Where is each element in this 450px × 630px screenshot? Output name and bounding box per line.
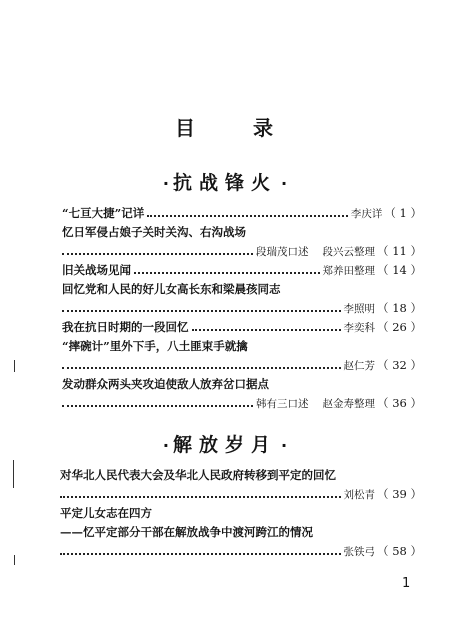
bullet-dot-icon: · — [162, 436, 169, 455]
dot-leader — [147, 214, 348, 217]
entry-page: （ 39 ） — [377, 487, 422, 501]
entry-author: 郑养田整理 — [322, 265, 376, 277]
entry-title: 平定儿女志在四方 — [60, 506, 152, 520]
dot-leader — [62, 252, 253, 255]
entry-page: （ 18 ） — [377, 301, 422, 315]
toc-entry-subtitle[interactable] — [60, 523, 422, 540]
entry-page: （ 32 ） — [377, 358, 422, 372]
toc-entry[interactable] — [60, 466, 422, 483]
toc-entry-continuation[interactable] — [62, 242, 422, 259]
page-title-char-2: 录 — [253, 116, 275, 140]
toc-entry[interactable] — [60, 504, 422, 521]
toc-entry-continuation[interactable] — [62, 299, 422, 316]
scan-mark — [14, 555, 15, 565]
entry-title: 旧关战场见闻 — [62, 263, 131, 277]
entry-author: 李照明 — [343, 303, 376, 315]
entry-author: 刘松青 — [343, 489, 376, 501]
entry-title: “七亘大捷”记详 — [62, 206, 145, 220]
bullet-dot-icon: · — [281, 174, 288, 193]
page-title — [0, 112, 450, 141]
section-label: 解放岁月 — [172, 434, 277, 456]
toc-entry[interactable] — [62, 318, 422, 335]
dot-leader — [60, 495, 341, 498]
toc-entry[interactable] — [62, 337, 422, 354]
bullet-dot-icon: · — [162, 174, 169, 193]
entry-title: 对华北人民代表大会及华北人民政府转移到平定的回忆 — [60, 468, 336, 482]
dot-leader — [192, 328, 341, 331]
page-title-char-1: 目 — [175, 116, 197, 140]
dot-leader — [62, 366, 341, 369]
entry-title: 我在抗日时期的一段回忆 — [62, 320, 189, 334]
entry-page: （ 26 ） — [377, 320, 422, 334]
toc-entry[interactable] — [62, 223, 422, 240]
entry-title: 忆日军侵占娘子关时关沟、右沟战场 — [62, 225, 246, 239]
entry-author: 张铁弓 — [343, 546, 376, 558]
toc-entry[interactable] — [62, 280, 422, 297]
entry-editor: 段兴云整理 — [322, 246, 376, 258]
dot-leader — [62, 309, 341, 312]
entry-title: 发动群众两头夹攻迫使敌人放弃岔口据点 — [62, 377, 269, 391]
toc-entry[interactable] — [62, 204, 422, 221]
dot-leader — [62, 404, 253, 407]
entry-subtitle: ——忆平定部分干部在解放战争中渡河跨江的情况 — [60, 525, 313, 539]
toc-entry[interactable] — [62, 261, 422, 278]
entry-author: 段瑞茂口述 — [256, 246, 309, 258]
toc-entry-continuation[interactable] — [60, 485, 422, 502]
entry-author: 赵仁芳 — [343, 360, 376, 372]
entry-page: （ 58 ） — [377, 544, 422, 558]
entry-page: （ 1 ） — [384, 206, 422, 220]
toc-entry-continuation[interactable] — [62, 356, 422, 373]
entry-editor: 赵金寿整理 — [322, 398, 376, 410]
entry-page: （ 36 ） — [377, 396, 422, 410]
section-label: 抗战锋火 — [172, 172, 277, 194]
scan-mark — [13, 460, 14, 488]
entry-title: “摔碗计”里外下手，八土匪束手就擒 — [62, 339, 248, 353]
dot-leader — [60, 552, 341, 555]
page-number: 1 — [402, 576, 411, 591]
section-heading-war — [0, 168, 450, 195]
toc-entry-continuation[interactable] — [60, 542, 422, 559]
toc-entry[interactable] — [62, 375, 422, 392]
entry-page: （ 11 ） — [377, 244, 422, 258]
dot-leader — [134, 271, 320, 274]
bullet-dot-icon: · — [281, 436, 288, 455]
entry-author: 李庆详 — [350, 208, 383, 220]
entry-author: 李奕科 — [343, 322, 376, 334]
entry-page: （ 14 ） — [377, 263, 422, 277]
entry-title: 回忆党和人民的好儿女高长东和梁晨孩同志 — [62, 282, 281, 296]
scan-mark — [14, 360, 15, 372]
section-heading-liberation — [0, 430, 450, 457]
toc-entry-continuation[interactable] — [62, 394, 422, 411]
entry-author: 韩有三口述 — [256, 398, 309, 410]
